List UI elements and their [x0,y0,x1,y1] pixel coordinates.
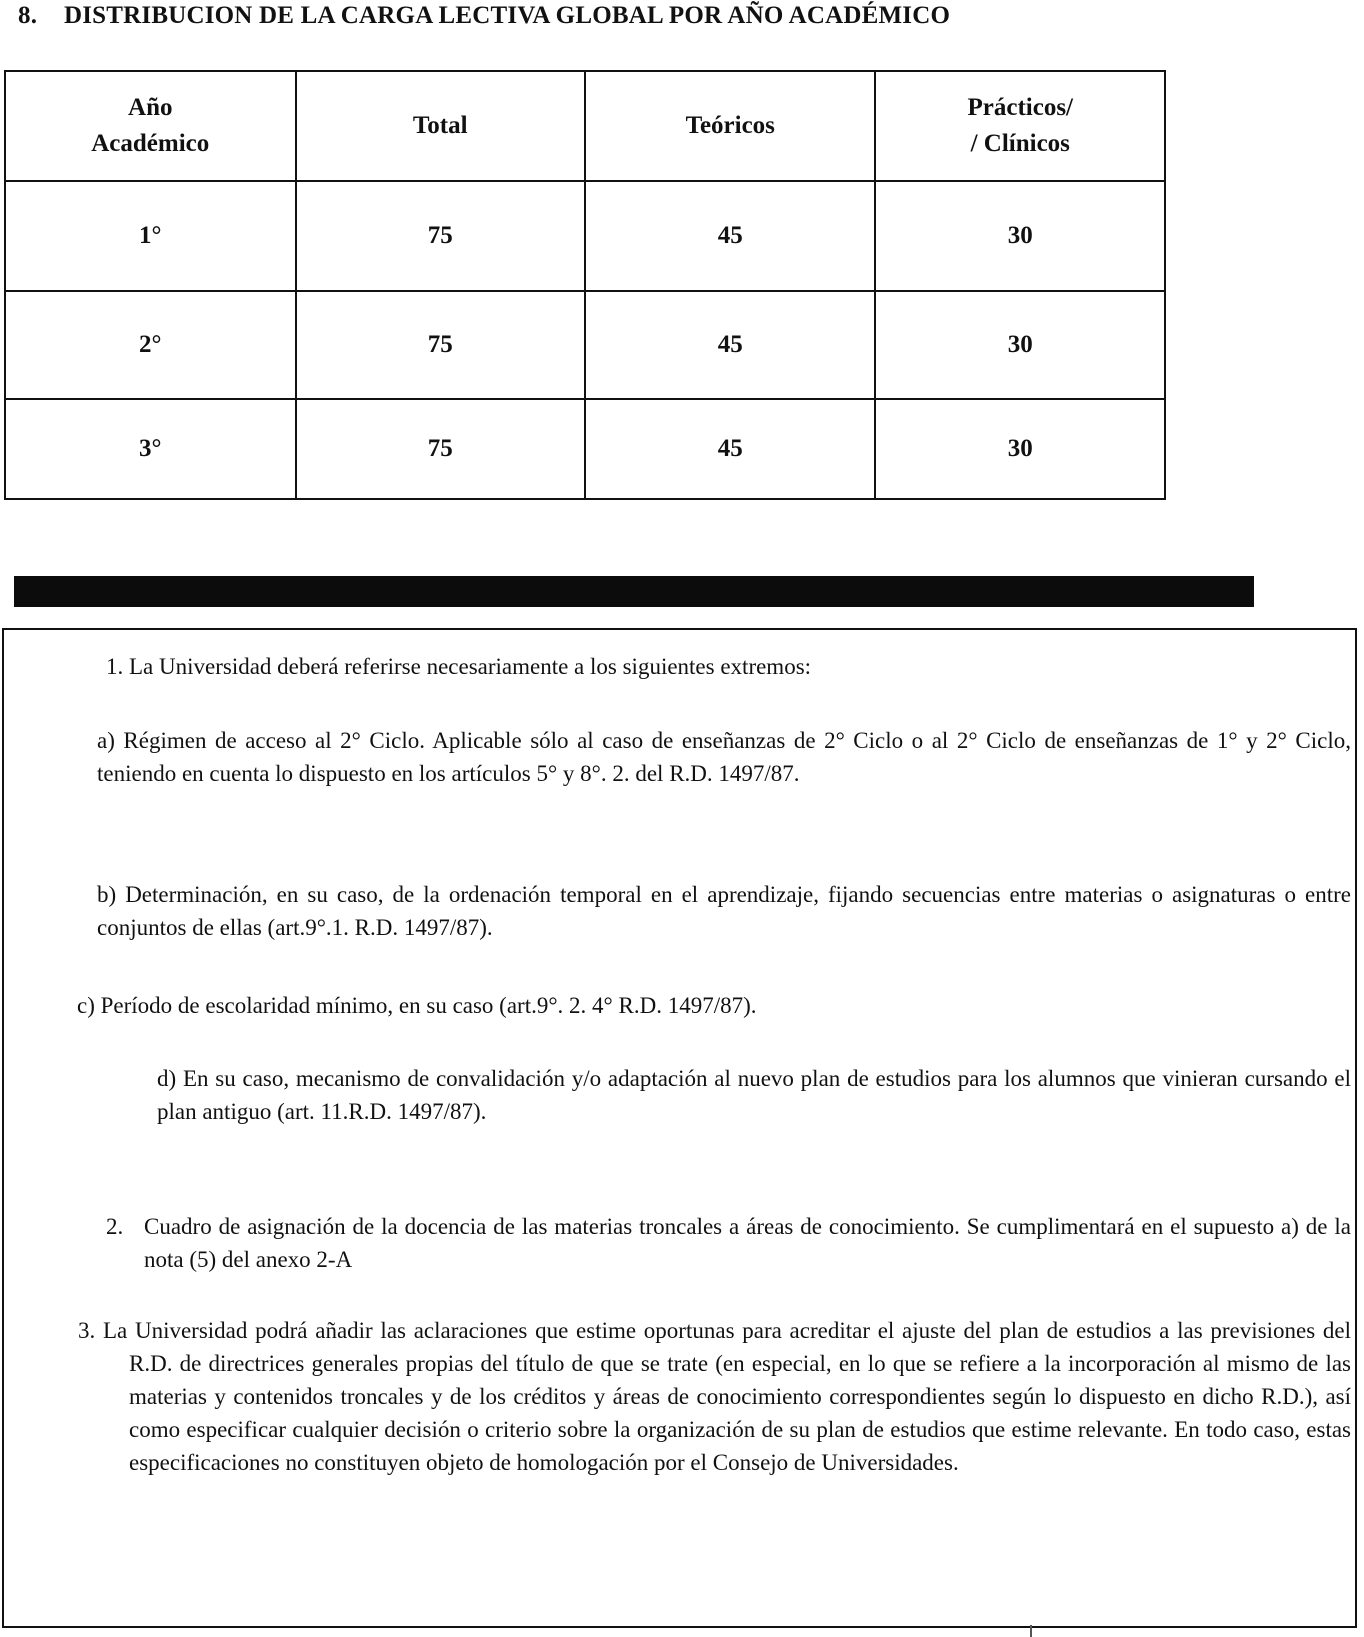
note-b: b) Determinación, en su caso, de la ordenación temporal en el aprendizaje, fijando secuencias entre materias o asignaturas o entre conjuntos de ellas (art.9°.1. R.D. 1497/87). [97,882,1351,940]
cell-practicos: 30 [875,291,1165,399]
header-line: Total [412,112,468,139]
cell-ano: 1° [5,181,296,291]
cell-teoricos: 45 [585,399,876,499]
header-total [296,71,585,181]
notes-box [2,628,1357,1628]
cell-ano: 2° [5,291,296,399]
carga-lectiva-table [4,70,1166,500]
header-line: / Clínicos [970,130,1070,157]
note-d: d) En su caso, mecanismo de convalidación y/o adaptación al nuevo plan de estudios para los alumnos que vinieran cursando el plan antiguo (art. 11.R.D. 1497/87). [157,1066,1351,1124]
header-line: Académico [91,130,210,157]
cell-total: 75 [296,181,585,291]
cell-practicos: 30 [875,181,1165,291]
header-teoricos [585,71,876,181]
note-1: 1. La Universidad deberá referirse necesariamente a los siguientes extremos: [106,654,812,679]
cell-teoricos: 45 [585,181,876,291]
header-practicos-clinicos [875,71,1165,181]
section-heading [18,2,950,30]
header-line: Prácticos/ [967,94,1073,121]
note-2 [106,1210,1351,1276]
cell-practicos: 30 [875,399,1165,499]
note-c: c) Período de escolaridad mínimo, en su caso (art.9°. 2. 4° R.D. 1497/87). [77,993,757,1018]
section-number: 8. [18,2,38,29]
table-row [5,181,1165,291]
note-2-text: Cuadro de asignación de la docencia de las materias troncales a áreas de conocimiento. Se cumplimentará en el supuesto a) de la nota (5) del anexo 2-A [144,1214,1351,1272]
table-row [5,399,1165,499]
header-line: Año [128,94,173,121]
note-2-label: 2. [106,1214,124,1239]
cell-ano: 3° [5,399,296,499]
section-title: DISTRIBUCION DE LA CARGA LECTIVA GLOBAL POR AÑO ACADÉMICO [64,2,951,29]
cell-total: 75 [296,291,585,399]
redaction-bar [14,576,1254,607]
note-a: a) Régimen de acceso al 2° Ciclo. Aplicable sólo al caso de enseñanzas de 2° Ciclo o al 2° Ciclo de enseñanzas de 1° y 2° Ciclo, teniendo en cuenta lo dispuesto en los artículos 5° y 8°. 2. del R.D. 1497/87. [97,728,1351,786]
table-header-row [5,71,1165,181]
header-ano-academico [5,71,296,181]
note-3: 3. La Universidad podrá añadir las aclaraciones que estime oportunas para acreditar el ajuste del plan de estudios a las previsiones del R.D. de directrices generales propias del título de que se trate (en especial, en lo que se refiere a la incorporación al mismo de las materias y contenidos troncales y de los créditos y áreas de conocimiento correspondientes según lo dispuesto en dicho R.D.), así como especificar cualquier decisión o criterio sobre la organización de su plan de estudios que estime relevante. En todo caso, estas especificaciones no constituyen objeto de homologación por el Consejo de Universidades. [78,1318,1351,1475]
cell-teoricos: 45 [585,291,876,399]
cell-total: 75 [296,399,585,499]
header-line: Teóricos [685,112,775,139]
margin-mark [1030,1625,1032,1637]
table-row [5,291,1165,399]
